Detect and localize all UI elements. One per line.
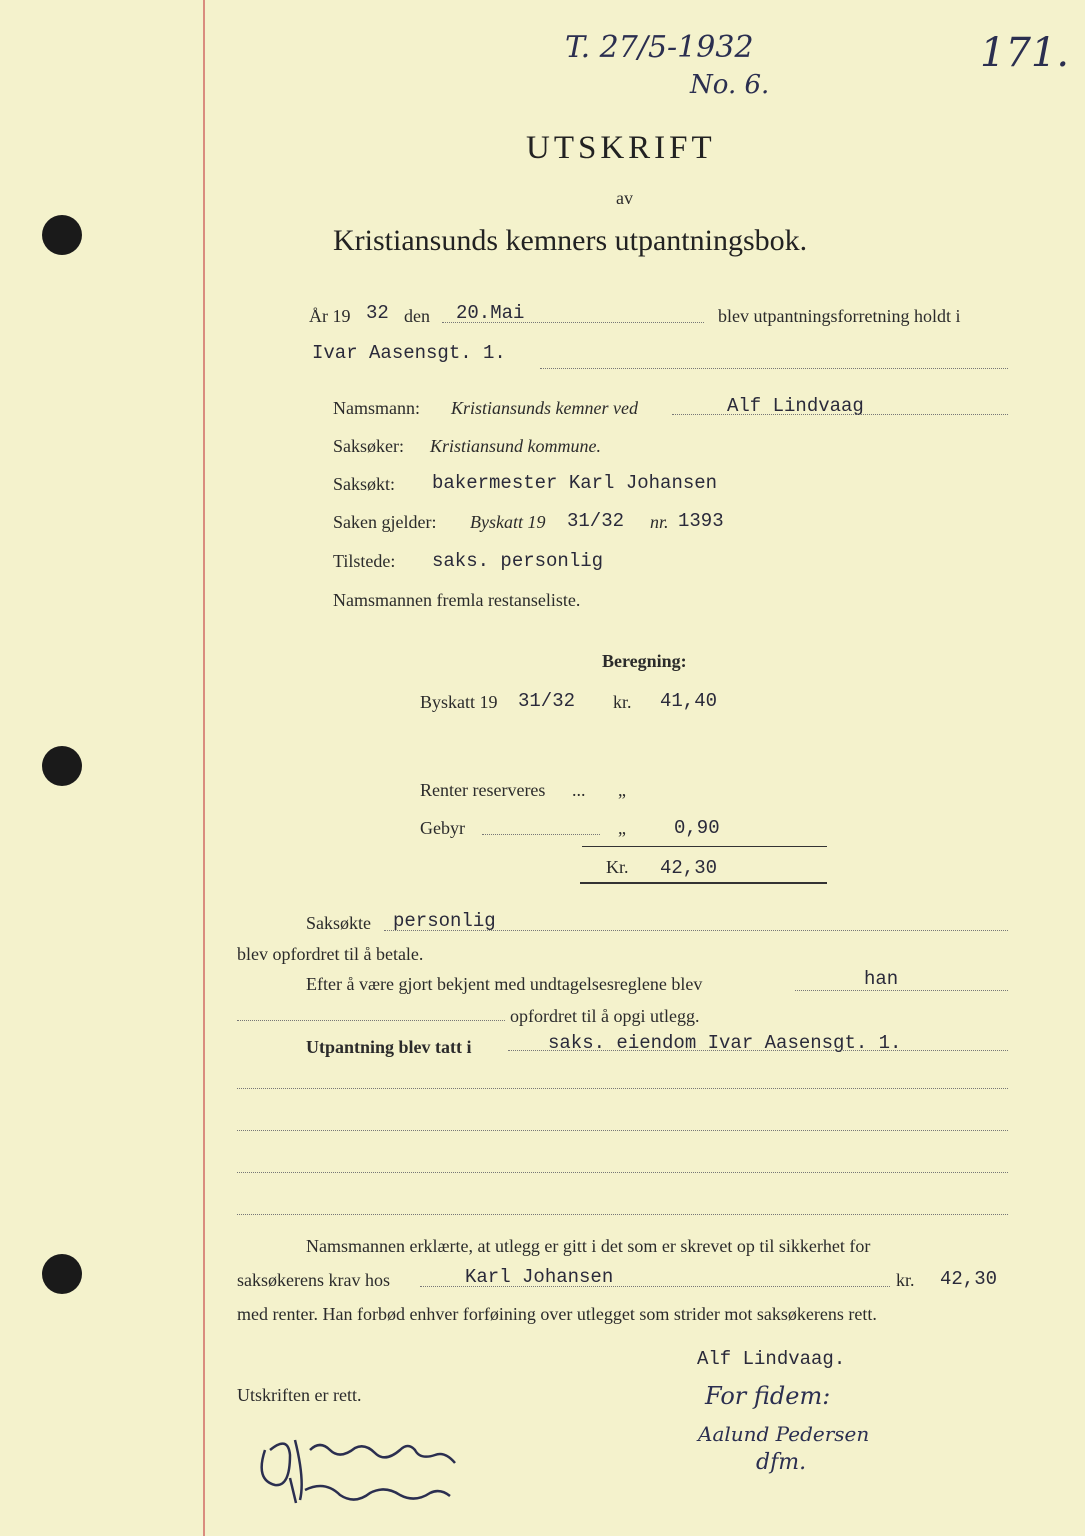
krav-kr: kr. <box>896 1270 915 1290</box>
renter-ditto: „ <box>618 780 626 800</box>
utpantning-value: saks. eiendom Ivar Aasensgt. 1. <box>548 1032 902 1054</box>
saken-nr-label: nr. <box>650 512 669 532</box>
saksokt-label: Saksøkt: <box>333 474 396 494</box>
total-label: Kr. <box>606 857 629 877</box>
saksokte-value: personlig <box>393 910 496 932</box>
saksoker-label: Saksøker: <box>333 436 404 456</box>
saksoker-value: Kristiansund kommune. <box>430 436 601 456</box>
held-label: blev utpantningsforretning holdt i <box>718 306 961 326</box>
byskatt-year: 31/32 <box>518 690 576 712</box>
signature-typed: Alf Lindvaag. <box>697 1348 846 1370</box>
annotation-number: No. 6. <box>690 70 770 100</box>
krav-name: Karl Johansen <box>465 1266 614 1288</box>
saken-year: 31/32 <box>567 510 625 532</box>
byskatt-kr: kr. <box>613 692 632 712</box>
year-prefix: År 19 <box>309 306 351 326</box>
krav-amount: 42,30 <box>940 1268 998 1290</box>
punch-hole-top <box>42 215 82 255</box>
utskriften-text: Utskriften er rett. <box>237 1385 362 1405</box>
gebyr-label: Gebyr <box>420 818 465 838</box>
namsmann-value: Alf Lindvaag <box>727 395 864 417</box>
document-title: UTSKRIFT <box>526 130 716 166</box>
opgi-text: opfordret til å opgi utlegg. <box>510 1006 700 1026</box>
renter-dots: ... <box>572 780 586 800</box>
saken-nr: 1393 <box>678 510 724 532</box>
punch-hole-middle <box>42 746 82 786</box>
efter-value: han <box>864 968 899 990</box>
saksokt-value: bakermester Karl Johansen <box>432 472 718 494</box>
saken-printed: Byskatt 19 <box>470 512 546 532</box>
folio-number: 171. <box>980 30 1070 76</box>
saken-label: Saken gjelder: <box>333 512 437 532</box>
restanse-text: Namsmannen fremla restanseliste. <box>333 590 581 610</box>
gebyr-amount: 0,90 <box>674 817 720 839</box>
opfordret-text: blev opfordret til å betale. <box>237 944 424 964</box>
efter-text: Efter å være gjort bekjent med undtagelsesreglene blev <box>306 974 703 994</box>
signature-right-line1: For fidem: <box>705 1382 831 1410</box>
krav-label: saksøkerens krav hos <box>237 1270 390 1290</box>
year-value: 32 <box>366 302 389 324</box>
subtotal-rule <box>582 846 827 847</box>
renter-text: med renter. Han forbød enhver forføining over utlegget som strider mot saksøkerens rett. <box>237 1304 877 1324</box>
beregning-heading: Beregning: <box>602 651 687 671</box>
handwritten-signature-left <box>250 1410 490 1520</box>
utpantning-label: Utpantning blev tatt i <box>306 1037 472 1057</box>
den-label: den <box>404 306 430 326</box>
address: Ivar Aasensgt. 1. <box>312 342 506 364</box>
renter-label: Renter reserveres <box>420 780 546 800</box>
namsmann-label: Namsmann: <box>333 398 420 418</box>
punch-hole-bottom <box>42 1254 82 1294</box>
gebyr-ditto: „ <box>618 818 626 838</box>
byskatt-label: Byskatt 19 <box>420 692 498 712</box>
margin-line <box>203 0 205 1536</box>
namsmann-printed: Kristiansunds kemner ved <box>451 398 638 418</box>
annotation-date: T. 27/5-1932 <box>565 30 754 65</box>
saksokte-label: Saksøkte <box>306 913 371 933</box>
date-value: 20.Mai <box>456 302 525 324</box>
tilstede-label: Tilstede: <box>333 551 396 571</box>
erklaerte-text: Namsmannen erklærte, at utlegg er gitt i det som er skrevet op til sikkerhet for <box>306 1236 871 1256</box>
title-av: av <box>616 188 633 208</box>
signature-right-line3: dfm. <box>756 1450 807 1475</box>
signature-right-line2: Aalund Pedersen <box>698 1422 870 1446</box>
byskatt-amount: 41,40 <box>660 690 718 712</box>
total-rule <box>580 882 827 884</box>
document-subtitle: Kristiansunds kemners utpantningsbok. <box>333 224 808 257</box>
tilstede-value: saks. personlig <box>432 550 604 572</box>
total-amount: 42,30 <box>660 857 718 879</box>
